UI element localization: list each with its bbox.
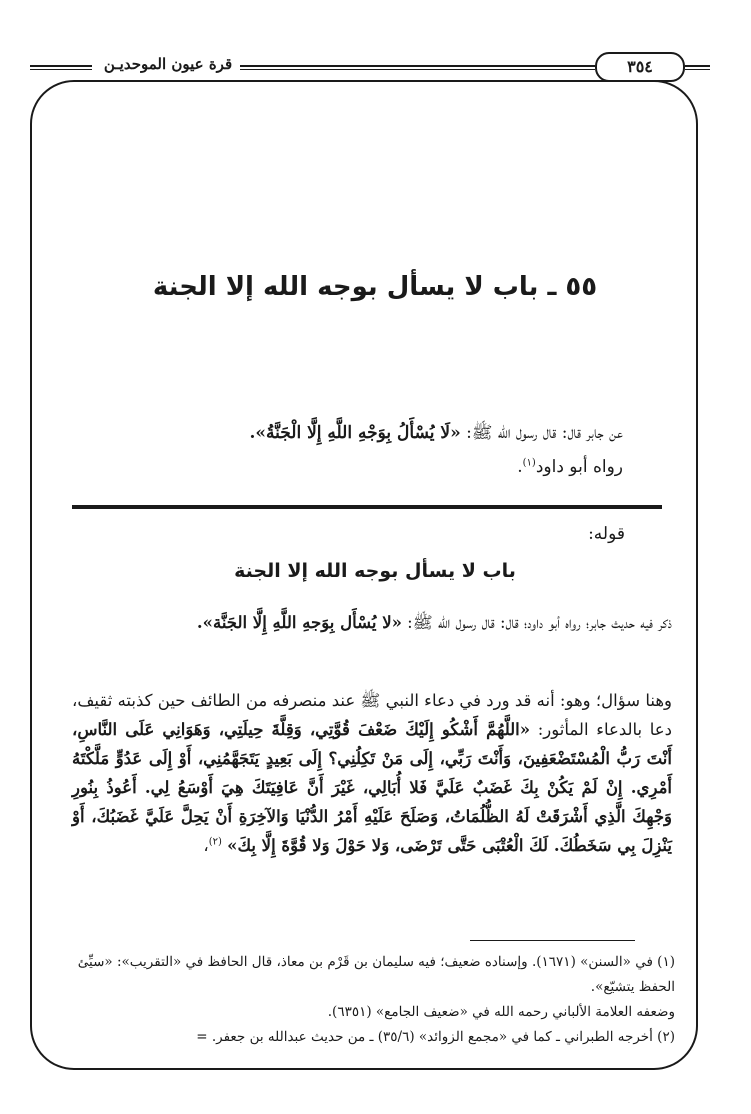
section-divider [72, 505, 662, 509]
header-rule-right [685, 65, 710, 70]
p2-text: وهنا سؤال؛ وهو: أنه قد ورد في دعاء النبي ﷺ عند منصرفه من الطائف حين كذبته ثقيف، دعا بالدعاء المأثور: [72, 691, 672, 739]
chapter-title: ٥٥ ـ باب لا يسأل بوجه الله إلا الجنة [152, 272, 598, 302]
running-title: قرة عيون الموحديـن [103, 55, 233, 73]
commentary-paragraph-1 [72, 608, 672, 637]
commentary-paragraph-2 [72, 686, 672, 860]
p1-text: ذكر فيه حديث جابر؛ رواه أبو داود؛ قال: قال رسول الله ﷺ: [401, 613, 672, 632]
commentary-label: قوله: [588, 524, 625, 544]
p2-dua: «اللَّهُمَّ أَشْكُو إِلَيْكَ ضَعْفَ قُوَّتِي، وَقِلَّةَ حِيلَتِي، وَهَوَانِي عَلَى النَّاسِ، أَنْتَ رَبُّ الْمُسْتَضْعَفِينَ، وَأَنْتَ رَبِّي، إِلَى مَنْ تَكِلُنِي؟ إِلَى بَعِيدٍ يَتَجَهَّمُنِي، أَوْ إِلَى عَدُوٍّ مَلَّكْتَهُ أَمْرِي. إِنْ لَمْ يَكُنْ بِكَ غَضَبٌ عَلَيَّ فَلا أُبَالِي، غَيْرَ أَنَّ عَافِيَتَكَ هِيَ أَوْسَعُ لِي. أَعُوذُ بِنُورِ وَجْهِكَ الَّذِي أَشْرَقَتْ لَهُ الظُّلُمَاتُ، وَصَلَحَ عَلَيْهِ أَمْرُ الدُّنْيَا وَالآخِرَةِ أَنْ يَحِلَّ عَلَيَّ غَضَبُكَ، أَوْ يَنْزِلَ بِي سَخَطُكَ. لَكَ الْعُتْبَى حَتَّى تَرْضَى، وَلا حَوْلَ وَلا قُوَّةَ إِلَّا بِكَ» [72, 720, 672, 855]
header-rule-middle [240, 65, 595, 70]
footnote-1-continued: وضعفه العلامة الألباني رحمه الله في «ضعيف الجامع» (٦٣٥١). [327, 1004, 675, 1020]
commentary-subtitle: باب لا يسأل بوجه الله إلا الجنة [234, 560, 516, 582]
footnote-separator [470, 940, 635, 941]
footnote-marker-1: (١) [522, 457, 536, 469]
footnotes [65, 950, 675, 1050]
footnote-2: (٢) أخرجه الطبراني ـ كما في «مجمع الزوائد» (٣٥/٦) ـ من حديث عبدالله بن جعفر. = [196, 1029, 675, 1045]
hadith-text: عن جابر قال: قال رسول الله ﷺ: «لَا يُسْأَلُ بِوَجْهِ اللَّهِ إِلَّا الْجَنَّةُ». رواه أبو داود$^{(١)}$. [249, 423, 623, 477]
hadith-intro: عن جابر قال: قال رسول الله ﷺ: [460, 423, 623, 443]
p2-end: ، [203, 836, 209, 855]
hadith-source: رواه أبو داود [535, 457, 623, 477]
running-header [30, 52, 710, 82]
page-number: ٣٥٤ [595, 52, 685, 82]
footnote-marker-2: (٢) [208, 836, 222, 848]
footnote-1: (١) في «السنن» (١٦٧١). وإسناده ضعيف؛ فيه سليمان بن قَرْم بن معاذ، قال الحافظ في «التقريب»: «سيِّئ الحفظ يتشيّع». [77, 954, 675, 995]
p1-quote: «لا يُسْأَل بِوَجهِ اللَّهِ إِلَّا الجَنَّة». [196, 613, 402, 632]
hadith-quote: «لَا يُسْأَلُ بِوَجْهِ اللَّهِ إِلَّا الْجَنَّةُ». [249, 423, 461, 443]
header-rule-left [30, 65, 92, 70]
